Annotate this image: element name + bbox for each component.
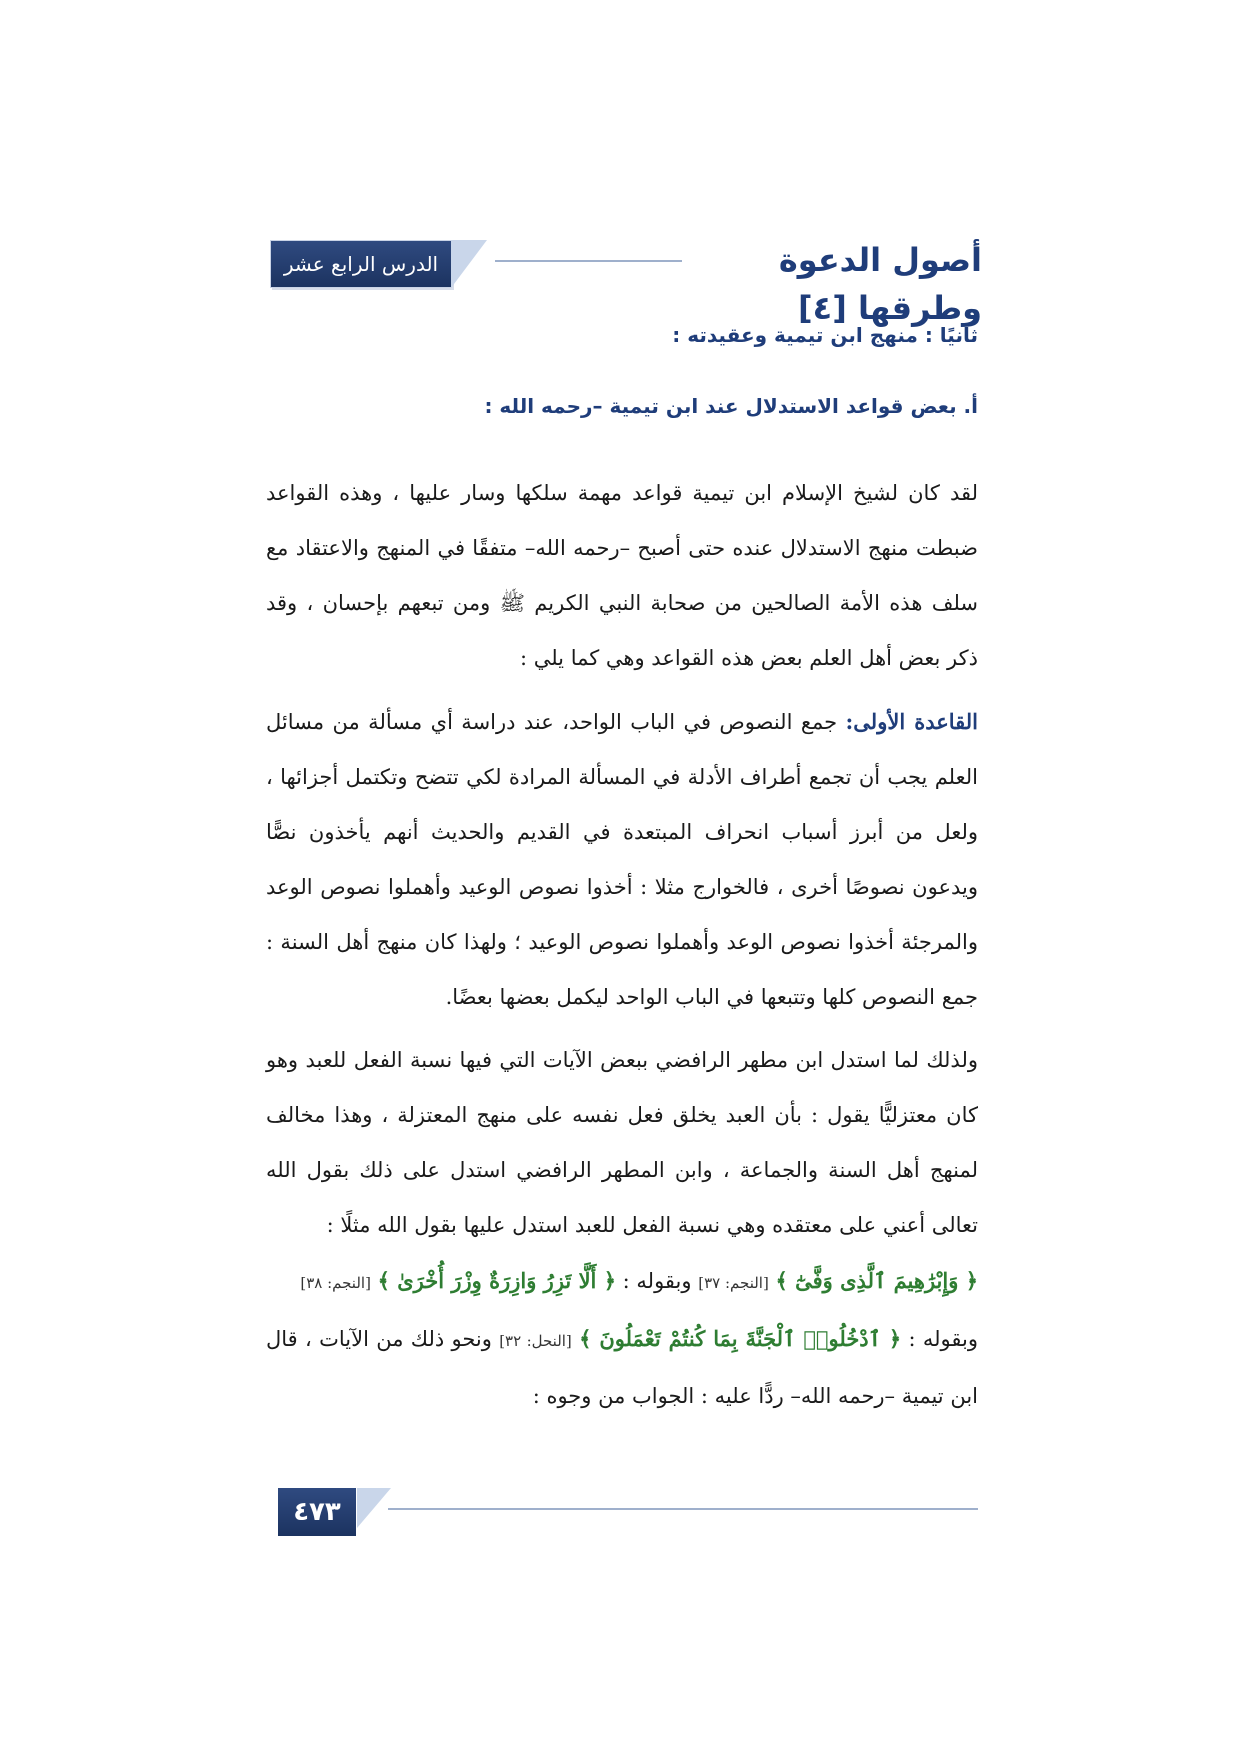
lesson-badge: الدرس الرابع عشر (270, 240, 452, 288)
rule-one-title: القاعدة الأولى: (845, 709, 979, 734)
badge-notch (451, 240, 487, 288)
footer-divider (388, 1508, 978, 1510)
verse-three: ﴿ ٱدْخُلُوا۟ ٱلْجَنَّةَ بِمَا كُنتُمْ تَعْمَلُونَ ﴾ (579, 1326, 902, 1351)
footer-notch (357, 1488, 391, 1528)
intro-paragraph: لقد كان لشيخ الإسلام ابن تيمية قواعد مهمة سلكها وسار عليها ، وهذه القواعد ضبطت منهج الاستدلال عنده حتى أصبح –رحمه الله– متفقًا في المنهج والاعتقاد مع سلف هذه الأمة الصالحين من صحابة النبي الكريم ﷺ ومن تبعهم بإحسان ، وقد ذكر بعض أهل العلم بعض هذه القواعد وهي كما يلي : (266, 481, 978, 670)
subsection-title: أ. بعض قواعد الاستدلال عند ابن تيمية –رحمه الله : (484, 394, 978, 418)
closing-text: ونحو ذلك من الآيات ، قال ابن تيمية –رحمه الله– ردًّا عليه : الجواب من وجوه : (266, 1327, 978, 1408)
quran-verses-paragraph (266, 1033, 978, 1424)
verse-three-ref: [النحل: ٣٢] (499, 1332, 572, 1350)
verse-one: ﴿ وَإِبْرَٰهِيمَ ٱلَّذِى وَفَّىٰٓ ﴾ (775, 1268, 978, 1293)
verse-one-ref: [النجم: ٣٧] (698, 1274, 769, 1292)
verse-two-ref: [النجم: ٣٨] (300, 1274, 371, 1292)
and-saying-two: وبقوله : (901, 1327, 978, 1351)
argument-text: ولذلك لما استدل ابن مطهر الرافضي ببعض الآيات التي فيها نسبة الفعل للعبد وهو كان معتزليًّا يقول : بأن العبد يخلق فعل نفسه على منهج المعتزلة ، وهذا مخالف لمنهج أهل السنة والجماعة ، وابن المطهر الرافضي استدل على ذلك بقول الله تعالى أعني على معتقده وهي نسبة الفعل للعبد استدل عليها بقول الله مثلًا : (266, 1048, 978, 1237)
page-content (266, 300, 978, 1432)
rule-one-text: جمع النصوص في الباب الواحد، عند دراسة أي مسألة من مسائل العلم يجب أن تجمع أطراف الأدلة في المسألة المرادة لكي تتضح وتكتمل أجزائها ، ولعل من أبرز أسباب انحراف المبتعدة في القديم والحديث أنهم يأخذون نصًّا ويدعون نصوصًا أخرى ، فالخوارج مثلا : أخذوا نصوص الوعيد وأهملوا نصوص الوعد والمرجئة أخذوا نصوص الوعد وأهملوا نصوص الوعيد ؛ ولهذا كان منهج أهل السنة : جمع النصوص كلها وتتبعها في الباب الواحد ليكمل بعضها بعضًا. (266, 710, 978, 1009)
section-title: ثانيًا : منهج ابن تيمية وعقيدته : (672, 323, 978, 347)
page-header (270, 236, 982, 327)
header-divider (495, 260, 682, 262)
page-footer (278, 1488, 978, 1536)
verse-two: ﴿ أَلَّا تَزِرُ وَازِرَةٌ وِزْرَ أُخْرَىٰ ﴾ (377, 1268, 616, 1293)
and-saying-one: وبقوله : (616, 1269, 699, 1293)
book-title: أصول الدعوة وطرقها [٤] (778, 241, 982, 327)
rule-one-paragraph (266, 694, 978, 1025)
page-number: ٤٧٣ (278, 1488, 356, 1536)
